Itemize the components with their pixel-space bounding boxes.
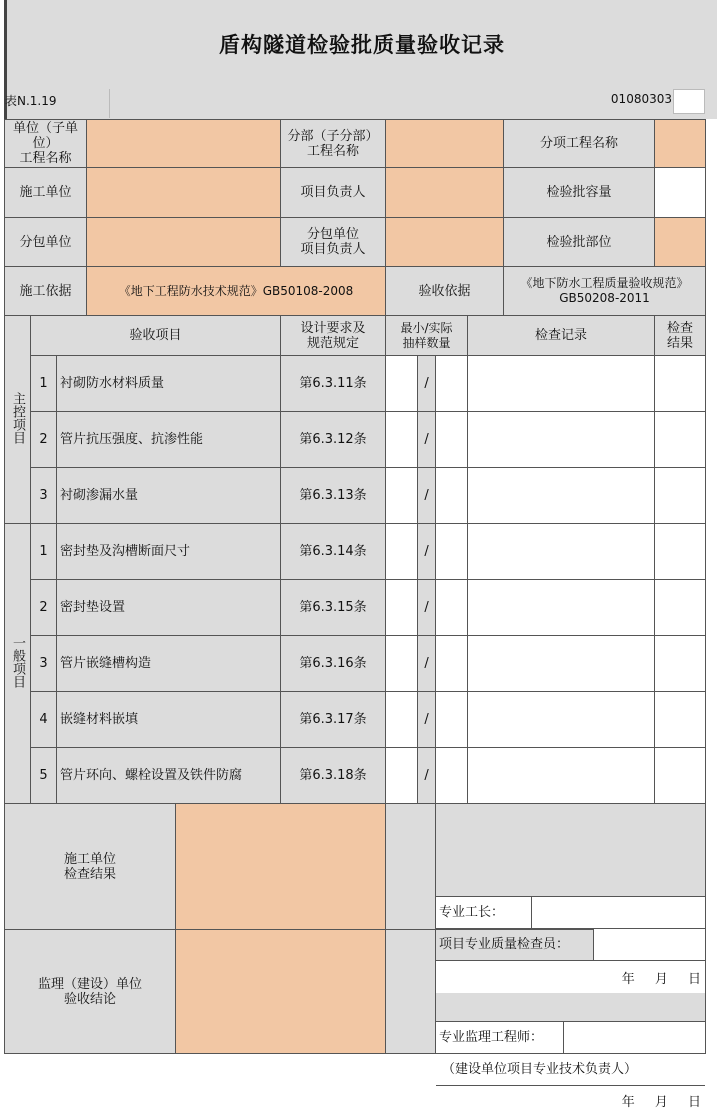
item-project-name-value[interactable] <box>655 120 706 168</box>
construction-unit-value[interactable] <box>87 168 281 218</box>
sub-project-name-value[interactable] <box>386 120 504 168</box>
sample-slash: / <box>418 748 436 804</box>
result-cell[interactable] <box>655 580 706 636</box>
result-cell[interactable] <box>655 356 706 412</box>
sample-actual-cell[interactable] <box>436 524 468 580</box>
construction-check-label: 施工单位 检查结果 <box>5 804 176 930</box>
owner-rep-line <box>436 1054 705 1086</box>
record-cell[interactable] <box>468 636 655 692</box>
row-item-name: 嵌缝材料嵌填 <box>57 692 281 748</box>
row-item-name: 衬砌防水材料质量 <box>57 356 281 412</box>
row-item-name: 管片环向、螺栓设置及铁件防腐 <box>57 748 281 804</box>
date-day: 日 <box>688 971 702 987</box>
result-cell[interactable] <box>655 524 706 580</box>
batch-location-label: 检验批部位 <box>504 218 655 267</box>
sample-actual-cell[interactable] <box>436 748 468 804</box>
batch-location-value[interactable] <box>655 218 706 267</box>
unit-project-name-value[interactable] <box>87 120 281 168</box>
row-clause: 第6.3.18条 <box>281 748 386 804</box>
row-clause: 第6.3.13条 <box>281 468 386 524</box>
sub-project-name-label: 分部（子分部） 工程名称 <box>281 120 386 168</box>
col-result-header: 检查 结果 <box>655 316 706 356</box>
sample-slash: / <box>418 412 436 468</box>
result-cell[interactable] <box>655 748 706 804</box>
record-cell[interactable] <box>468 356 655 412</box>
subcontract-unit-value[interactable] <box>87 218 281 267</box>
col-sample-header: 最小/实际 抽样数量 <box>386 316 468 356</box>
sample-actual-cell[interactable] <box>436 692 468 748</box>
sample-slash: / <box>418 580 436 636</box>
acceptance-basis-value: 《地下防水工程质量验收规范》 GB50208-2011 <box>504 267 706 316</box>
sample-actual-cell[interactable] <box>436 636 468 692</box>
table-row <box>5 636 706 692</box>
owner-rep-label: （建设单位项目专业技术负责人） <box>442 1061 638 1077</box>
sample-slash: / <box>418 636 436 692</box>
row-clause: 第6.3.12条 <box>281 412 386 468</box>
item-project-name-label: 分项工程名称 <box>504 120 655 168</box>
construction-basis-value: 《地下工程防水技术规范》GB50108-2008 <box>87 267 386 316</box>
acceptance-basis-label: 验收依据 <box>386 267 504 316</box>
row-item-name: 管片抗压强度、抗渗性能 <box>57 412 281 468</box>
row-number: 3 <box>31 468 57 524</box>
sample-slash: / <box>418 524 436 580</box>
engineer-label: 专业监理工程师： <box>439 1029 544 1045</box>
table-row <box>5 356 706 412</box>
table-row <box>5 412 706 468</box>
record-cell[interactable] <box>468 580 655 636</box>
project-manager-label: 项目负责人 <box>281 168 386 218</box>
row-item-name: 密封垫及沟槽断面尺寸 <box>57 524 281 580</box>
sample-slash: / <box>418 356 436 412</box>
row-clause: 第6.3.14条 <box>281 524 386 580</box>
project-manager-value[interactable] <box>386 168 504 218</box>
construction-unit-label: 施工单位 <box>5 168 87 218</box>
signature-top-band <box>436 867 705 897</box>
sample-slash: / <box>418 692 436 748</box>
table-row <box>5 692 706 748</box>
row-clause: 第6.3.11条 <box>281 356 386 412</box>
supervision-check-label: 监理（建设）单位 验收结论 <box>5 930 176 1054</box>
construction-date <box>606 972 701 987</box>
subcontract-manager-value[interactable] <box>386 218 504 267</box>
construction-signature-area <box>436 804 706 987</box>
table-row <box>5 748 706 804</box>
sample-min-cell[interactable] <box>386 748 418 804</box>
main-items-group <box>5 316 31 524</box>
col-record-header: 检查记录 <box>468 316 655 356</box>
row-number: 1 <box>31 524 57 580</box>
signature-top-band <box>436 992 705 1022</box>
sample-min-cell[interactable] <box>386 580 418 636</box>
result-cell[interactable] <box>655 412 706 468</box>
inspector-label: 项目专业质量检查员： <box>439 936 570 952</box>
foreman-line <box>436 897 705 929</box>
row-number: 2 <box>31 412 57 468</box>
date-month: 月 <box>654 971 668 987</box>
meta-divider <box>109 89 110 118</box>
sample-min-cell[interactable] <box>386 524 418 580</box>
construction-basis-label: 施工依据 <box>5 267 87 316</box>
sample-actual-cell[interactable] <box>436 412 468 468</box>
inspector-line <box>436 929 705 961</box>
date-year: 年 <box>621 971 635 987</box>
row-number: 5 <box>31 748 57 804</box>
supervision-check-content[interactable] <box>176 930 386 1054</box>
construction-check-content[interactable] <box>176 804 386 930</box>
date-month: 月 <box>654 1094 668 1110</box>
sample-actual-cell[interactable] <box>436 580 468 636</box>
row-number: 4 <box>31 692 57 748</box>
unit-project-name-label: 单位（子单位） 工程名称 <box>5 120 87 168</box>
form-code: 01080303 <box>610 92 672 106</box>
sample-actual-cell[interactable] <box>436 356 468 412</box>
sample-min-cell[interactable] <box>386 468 418 524</box>
supervision-check-spacer <box>386 930 436 1054</box>
row-item-name: 衬砌渗漏水量 <box>57 468 281 524</box>
foreman-label: 专业工长： <box>439 904 505 920</box>
supervision-date <box>606 1095 701 1110</box>
foreman-signature-field[interactable] <box>531 897 705 928</box>
record-cell[interactable] <box>468 692 655 748</box>
form-code-box[interactable] <box>673 89 705 114</box>
row-clause: 第6.3.16条 <box>281 636 386 692</box>
row-item-name: 管片嵌缝槽构造 <box>57 636 281 692</box>
row-number: 3 <box>31 636 57 692</box>
main-items-label: 主控项目 <box>10 391 25 444</box>
sample-min-cell[interactable] <box>386 356 418 412</box>
record-cell[interactable] <box>468 468 655 524</box>
row-clause: 第6.3.15条 <box>281 580 386 636</box>
table-row <box>5 524 706 580</box>
date-day: 日 <box>688 1094 702 1110</box>
col-design-header: 设计要求及 规范规定 <box>281 316 386 356</box>
table-row <box>5 580 706 636</box>
engineer-signature-field[interactable] <box>563 1022 705 1053</box>
batch-capacity-label: 检验批容量 <box>504 168 655 218</box>
batch-capacity-value[interactable] <box>655 168 706 218</box>
col-item-header: 验收项目 <box>31 316 281 356</box>
record-cell[interactable] <box>468 748 655 804</box>
row-item-name: 密封垫设置 <box>57 580 281 636</box>
record-cell[interactable] <box>468 524 655 580</box>
subcontract-manager-label: 分包单位 项目负责人 <box>281 218 386 267</box>
result-cell[interactable] <box>655 692 706 748</box>
form-title: 盾构隧道检验批质量验收记录 <box>219 32 505 57</box>
row-number: 2 <box>31 580 57 636</box>
date-line[interactable] <box>436 1086 705 1116</box>
subcontract-unit-label: 分包单位 <box>5 218 87 267</box>
result-cell[interactable] <box>655 468 706 524</box>
construction-check-spacer <box>386 804 436 930</box>
engineer-line <box>436 1022 705 1054</box>
title-band <box>4 0 717 88</box>
sample-min-cell[interactable] <box>386 636 418 692</box>
form-number: 表N.1.19 <box>5 94 57 108</box>
date-line[interactable] <box>436 961 705 993</box>
inspection-table <box>4 119 706 1110</box>
sample-min-cell[interactable] <box>386 692 418 748</box>
row-number: 1 <box>31 356 57 412</box>
table-row <box>5 468 706 524</box>
general-items-label: 一般项目 <box>10 635 25 688</box>
sample-min-cell[interactable] <box>386 412 418 468</box>
general-items-group <box>5 524 31 804</box>
sample-slash: / <box>418 468 436 524</box>
date-year: 年 <box>621 1094 635 1110</box>
record-cell[interactable] <box>468 412 655 468</box>
row-clause: 第6.3.17条 <box>281 692 386 748</box>
sample-actual-cell[interactable] <box>436 468 468 524</box>
inspector-signature-field[interactable] <box>593 929 705 960</box>
result-cell[interactable] <box>655 636 706 692</box>
